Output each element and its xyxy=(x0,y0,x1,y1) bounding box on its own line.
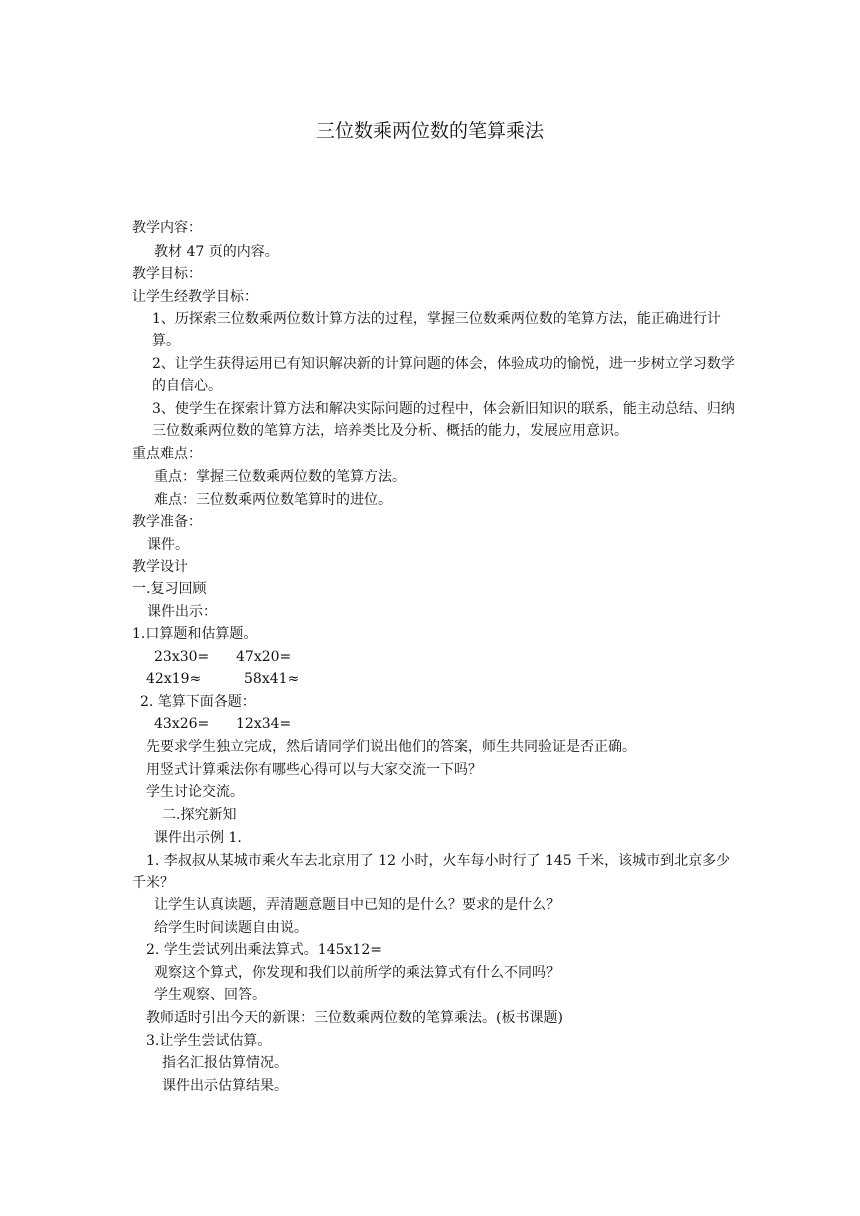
instruction-1: 先要求学生独立完成，然后请同学们说出他们的答案，师生共同验证是否正确。 xyxy=(146,739,636,755)
explore-heading: 二.探究新知 xyxy=(162,807,237,823)
oral-1a: 23x30= xyxy=(154,649,210,665)
oral-1b: 47x20= xyxy=(236,649,292,665)
written-a: 43x26= xyxy=(154,716,210,732)
teacher-intro: 教师适时引出今天的新课：三位数乘两位数的笔算乘法。(板书课题) xyxy=(146,1010,563,1026)
page-title: 三位数乘两位数的笔算乘法 xyxy=(315,120,544,142)
observe-answer: 学生观察、回答。 xyxy=(154,987,266,1003)
result-show: 课件出示估算结果。 xyxy=(162,1078,288,1094)
content-heading: 教学内容： xyxy=(132,220,202,236)
observe-question: 观察这个算式，你发现和我们以前所学的乘法算式有什么不同吗？ xyxy=(154,965,560,981)
goals-heading: 教学目标： xyxy=(132,266,202,282)
instruction-3: 学生讨论交流。 xyxy=(146,784,244,800)
read-instruction-1: 让学生认真读题，弄清题意题目中已知的是什么？要求的是什么？ xyxy=(154,897,560,913)
courseware-show: 课件出示： xyxy=(147,604,217,620)
written-heading: 2. 笔算下面各题： xyxy=(140,694,256,710)
key-heading: 重点难点： xyxy=(132,446,202,462)
key-point: 重点：掌握三位数乘两位数的笔算方法。 xyxy=(154,469,406,485)
goal-2: 2、让学生获得运用已有知识解决新的计算问题的体会，体验成功的愉悦，进一步树立学习数学的自信心。 xyxy=(152,356,735,394)
design-heading: 教学设计 xyxy=(132,559,188,575)
difficult-point: 难点：三位数乘两位数笔算时的进位。 xyxy=(154,492,392,508)
prep-heading: 教学准备： xyxy=(132,514,202,530)
goal-3: 3、使学生在探索计算方法和解决实际问题的过程中，体会新旧知识的联系，能主动总结、归纳三位数乘两位数的笔算方法，培养类比及分析、概括的能力，发展应用意识。 xyxy=(152,401,735,439)
instruction-2: 用竖式计算乘法你有哪些心得可以与大家交流一下吗？ xyxy=(146,762,482,778)
example-show: 课件出示例 1. xyxy=(154,830,242,846)
goal-1: 1、历探索三位数乘两位数计算方法的过程，掌握三位数乘两位数的笔算方法，能正确进行计算。 xyxy=(152,311,721,349)
goals-sub: 让学生经教学目标： xyxy=(132,289,258,305)
prep-body: 课件。 xyxy=(147,537,189,553)
review-heading: 一.复习回顾 xyxy=(132,581,207,597)
content-body: 教材 47 页的内容。 xyxy=(154,244,279,260)
problem-text: 1. 李叔叔从某城市乘火车去北京用了 12 小时，火车每小时行了 145 千米，该城市到北京多少千米？ xyxy=(132,853,731,891)
oral-heading: 1.口算题和估算题。 xyxy=(132,626,258,642)
step-3: 3.让学生尝试估算。 xyxy=(146,1033,272,1049)
written-b: 12x34= xyxy=(236,716,292,732)
report: 指名汇报估算情况。 xyxy=(162,1055,288,1071)
read-instruction-2: 给学生时间读题自由说。 xyxy=(154,920,308,936)
oral-2a: 42x19≈ xyxy=(146,671,202,687)
step-2: 2. 学生尝试列出乘法算式。145x12= xyxy=(146,942,382,958)
oral-2b: 58x41≈ xyxy=(244,671,300,687)
